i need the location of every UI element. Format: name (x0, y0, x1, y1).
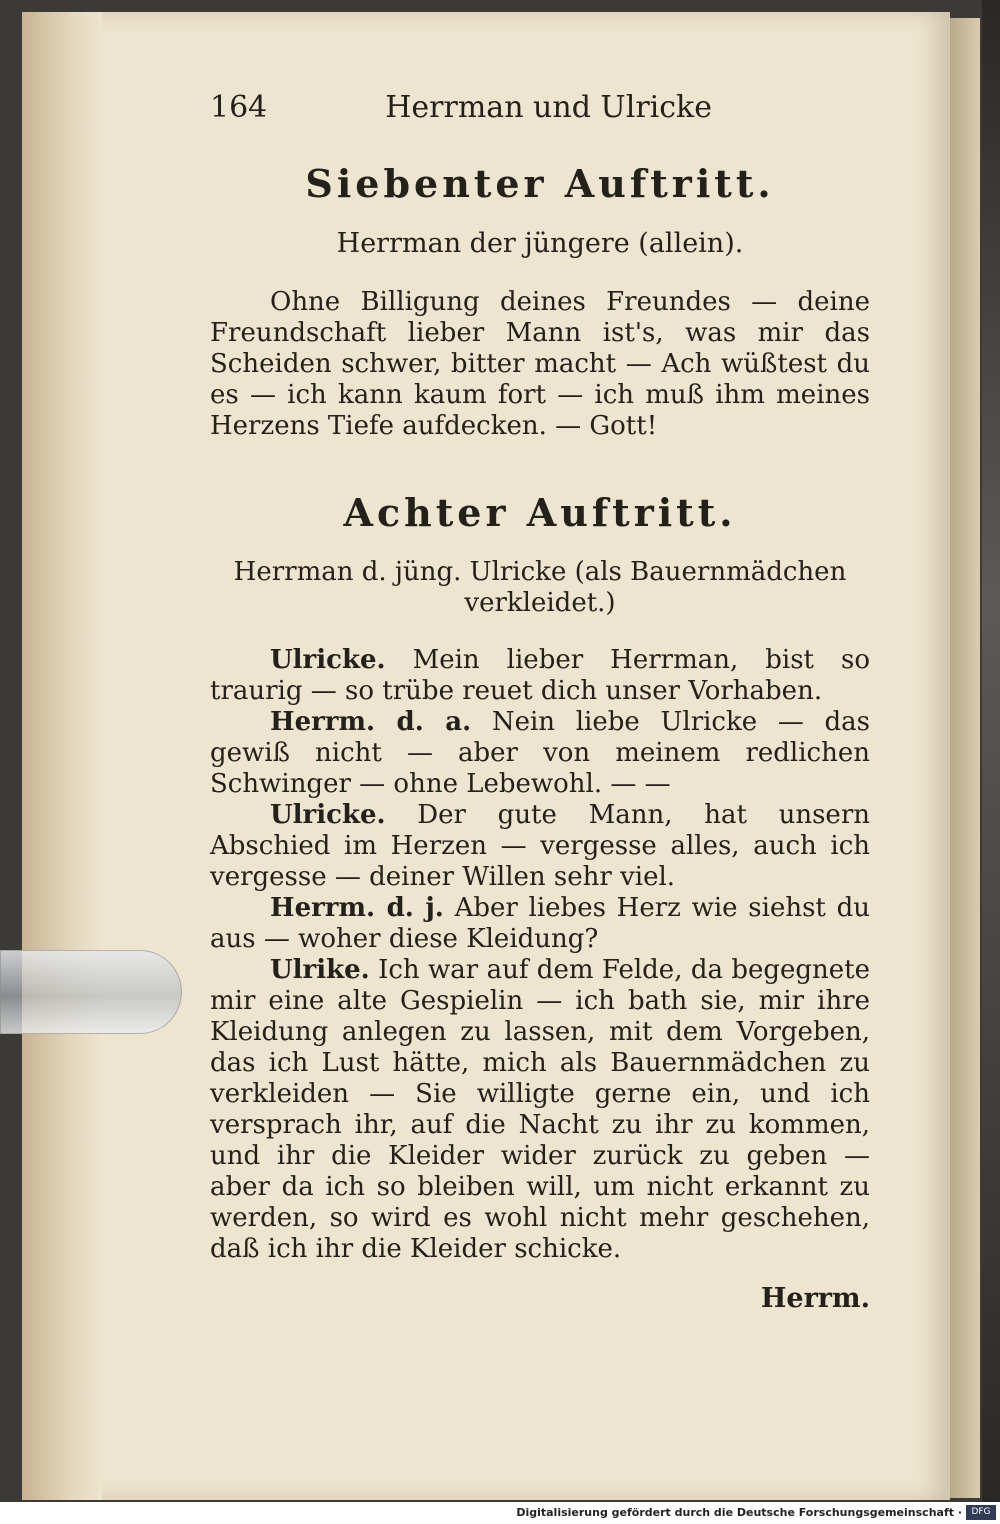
speaker-name: Ulricke. (270, 800, 386, 830)
scene-characters: Herrman d. jüng. Ulricke (als Bauernmädchen verkleidet.) (233, 557, 847, 618)
monologue: Ohne Billigung deines Freundes — deine Freundschaft lieber Mann ist's, was mir das Scheiden schwer, bitter macht — Ach wüßtest du es — ich kann kaum fort — ich muß ihm meines Herzens Tiefe aufdecken. — Gott! (210, 287, 870, 441)
page-gutter (22, 12, 102, 1500)
speech (210, 893, 870, 955)
speech-text: Mein lieber Herrman, bist so traurig — so trübe reuet dich unser Vorhaben. (210, 645, 871, 706)
speech-text: Nein liebe Ulricke — das gewiß nicht — aber von meinem redlichen Schwinger — ohne Lebewohl. — — (210, 707, 870, 799)
speech (210, 800, 870, 893)
speech (210, 955, 870, 1265)
speech-text: Ich war auf dem Felde, da begegnete mir eine alte Gespielin — ich bath sie, mir ihre Kleidung anlegen zu lassen, mit dem Vorgeben, das ich Lust hätte, mich als Bauernmädchen zu verkleiden — Sie willigte gerne ein, und ich versprach ihr, auf die Nacht zu ihr zu kommen, und ihr die Kleider wider zurück zu geben — aber da ich so bleiben will, um nicht erkannt zu werden, so wird es wohl nicht mehr geschehen, daß ich ihr die Kleider schicke. (210, 955, 870, 1264)
page-text (210, 90, 870, 1314)
footer-bar (0, 1502, 1000, 1524)
scene-characters: Herrman der jüngere (allein). (336, 228, 744, 259)
book-clamp (0, 950, 182, 1034)
catchword: Herrm. (760, 1283, 870, 1314)
scene-heading: Achter Auftritt. (343, 490, 737, 535)
speaker-name: Herrm. d. a. (270, 707, 472, 737)
speech-text: Der gute Mann, hat unsern Abschied im Herzen — vergesse alles, auch ich vergesse — deiner Willen sehr viel. (210, 800, 870, 892)
speaker-name: Herrm. d. j. (270, 893, 444, 923)
speech (210, 645, 870, 707)
scene-heading: Siebenter Auftritt. (305, 161, 775, 206)
color-reference-strip (982, 0, 1000, 1502)
speaker-name: Ulrike. (270, 955, 370, 985)
speech-text: Aber liebes Herz wie siehst du aus — woher diese Kleidung? (210, 893, 870, 954)
speaker-name: Ulricke. (270, 645, 386, 675)
running-title: Herrman und Ulricke (385, 90, 712, 125)
running-header (210, 90, 870, 125)
dfg-logo: DFG (966, 1505, 996, 1520)
next-page-edge (950, 18, 980, 1498)
speech (210, 707, 870, 800)
funding-note: Digitalisierung gefördert durch die Deutsche Forschungsgemeinschaft · (516, 1506, 962, 1519)
page-number: 164 (210, 90, 268, 125)
